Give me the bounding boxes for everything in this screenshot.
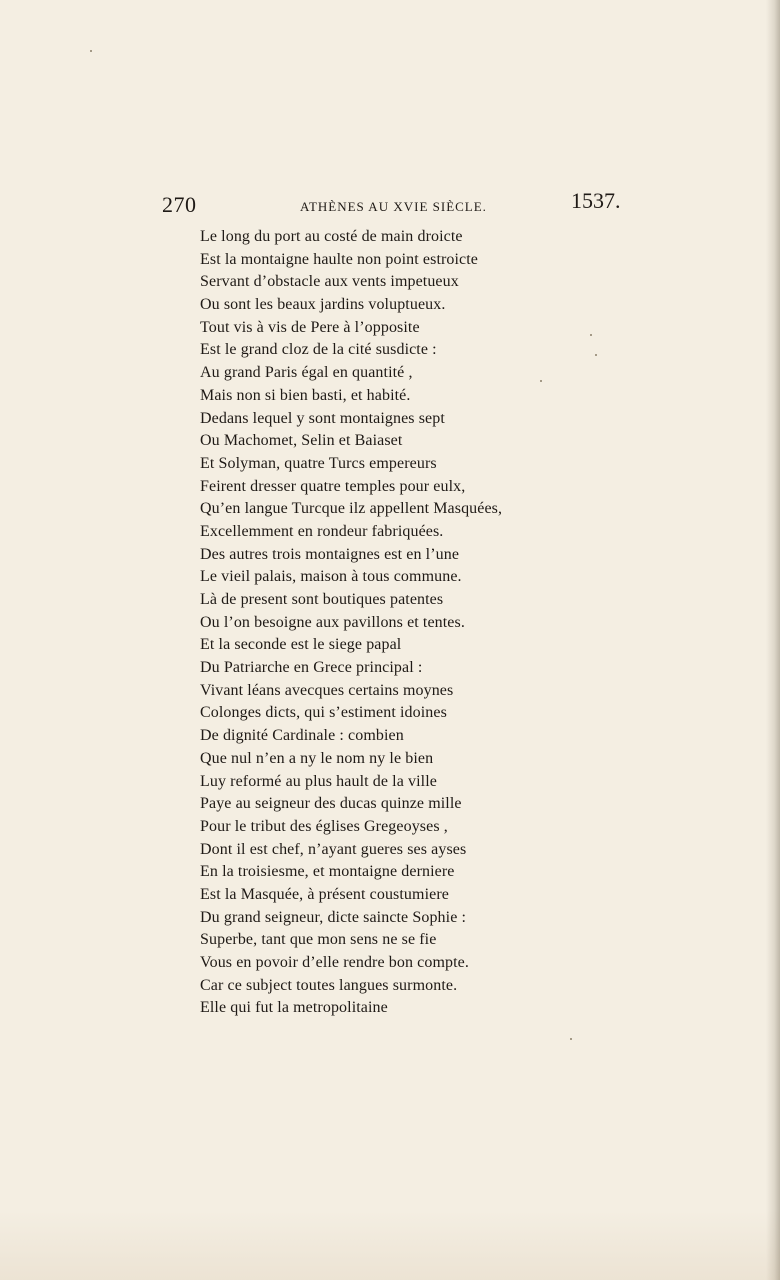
- verse-line: Qu’en langue Turcque ilz appellent Masquées,: [200, 500, 503, 518]
- verse-line: Que nul n’en a ny le nom ny le bien: [200, 749, 434, 767]
- verse-line: Car ce subject toutes langues surmonte.: [200, 976, 458, 994]
- verse-line: Des autres trois montaignes est en l’une: [200, 545, 460, 563]
- verse-line: Excellemment en rondeur fabriquées.: [200, 522, 444, 540]
- verse-line: Superbe, tant que mon sens ne se fie: [200, 931, 437, 949]
- running-title: ATHÈNES AU XVIE SIÈCLE.: [300, 199, 487, 214]
- verse-line: Dedans lequel y sont montaignes sept: [200, 409, 445, 427]
- verse-line: Et Solyman, quatre Turcs empereurs: [200, 454, 437, 472]
- verse-line: En la troisiesme, et montaigne derniere: [200, 863, 455, 881]
- verse-line: Le vieil palais, maison à tous commune.: [200, 568, 462, 586]
- verse-line: Colonges dicts, qui s’estiment idoines: [200, 704, 447, 722]
- verse-line: Pour le tribut des églises Gregeoyses ,: [200, 817, 448, 835]
- verse-line: Est la montaigne haulte non point estroicte: [200, 250, 479, 268]
- verse-line: Et la seconde est le siege papal: [200, 636, 402, 654]
- verse-line: Du Patriarche en Grece principal :: [200, 659, 423, 677]
- paper-stain: [0, 1210, 780, 1280]
- verse-line: De dignité Cardinale : combien: [200, 727, 404, 745]
- verse-line: Est la Masquée, à présent coustumiere: [200, 885, 449, 903]
- verse-line: Mais non si bien basti, et habité.: [200, 386, 411, 404]
- verse-line: Ou l’on besoigne aux pavillons et tentes.: [200, 613, 465, 631]
- paper-speck: [590, 334, 592, 336]
- paper-speck: [90, 50, 92, 52]
- verse-line: Paye au seigneur des ducas quinze mille: [200, 795, 462, 813]
- verse-line: Ou Machomet, Selin et Baiaset: [200, 432, 403, 450]
- verse-line: Vous en povoir d’elle rendre bon compte.: [200, 954, 469, 971]
- paper-speck: [570, 1038, 572, 1040]
- year-marker: 1537.: [571, 188, 621, 213]
- verse-line: Tout vis à vis de Pere à l’opposite: [200, 318, 420, 336]
- verse-line: Ou sont les beaux jardins voluptueux.: [200, 296, 446, 314]
- verse-line: Dont il est chef, n’ayant gueres ses ayses: [200, 840, 467, 858]
- verse-line: Le long du port au costé de main droicte: [200, 228, 463, 245]
- page-header: [0, 186, 780, 226]
- verse-line: Luy reformé au plus hault de la ville: [200, 772, 437, 790]
- verse-line: Vivant léans avecques certains moynes: [200, 681, 454, 699]
- verse-line: Du grand seigneur, dicte saincte Sophie :: [200, 908, 467, 926]
- verse-block: [200, 226, 570, 1020]
- verse-line: Servant d’obstacle aux vents impetueux: [200, 273, 459, 291]
- verse-line: Là de present sont boutiques patentes: [200, 591, 444, 608]
- verse-line: Au grand Paris égal en quantité ,: [200, 364, 413, 382]
- paper-speck: [540, 380, 542, 382]
- verse-line: Est le grand cloz de la cité susdicte :: [200, 341, 437, 359]
- verse-line: Feirent dresser quatre temples pour eulx,: [200, 477, 466, 495]
- page-number: 270: [162, 192, 197, 217]
- verse-line: Elle qui fut la metropolitaine: [200, 999, 388, 1017]
- paper-speck: [595, 354, 597, 356]
